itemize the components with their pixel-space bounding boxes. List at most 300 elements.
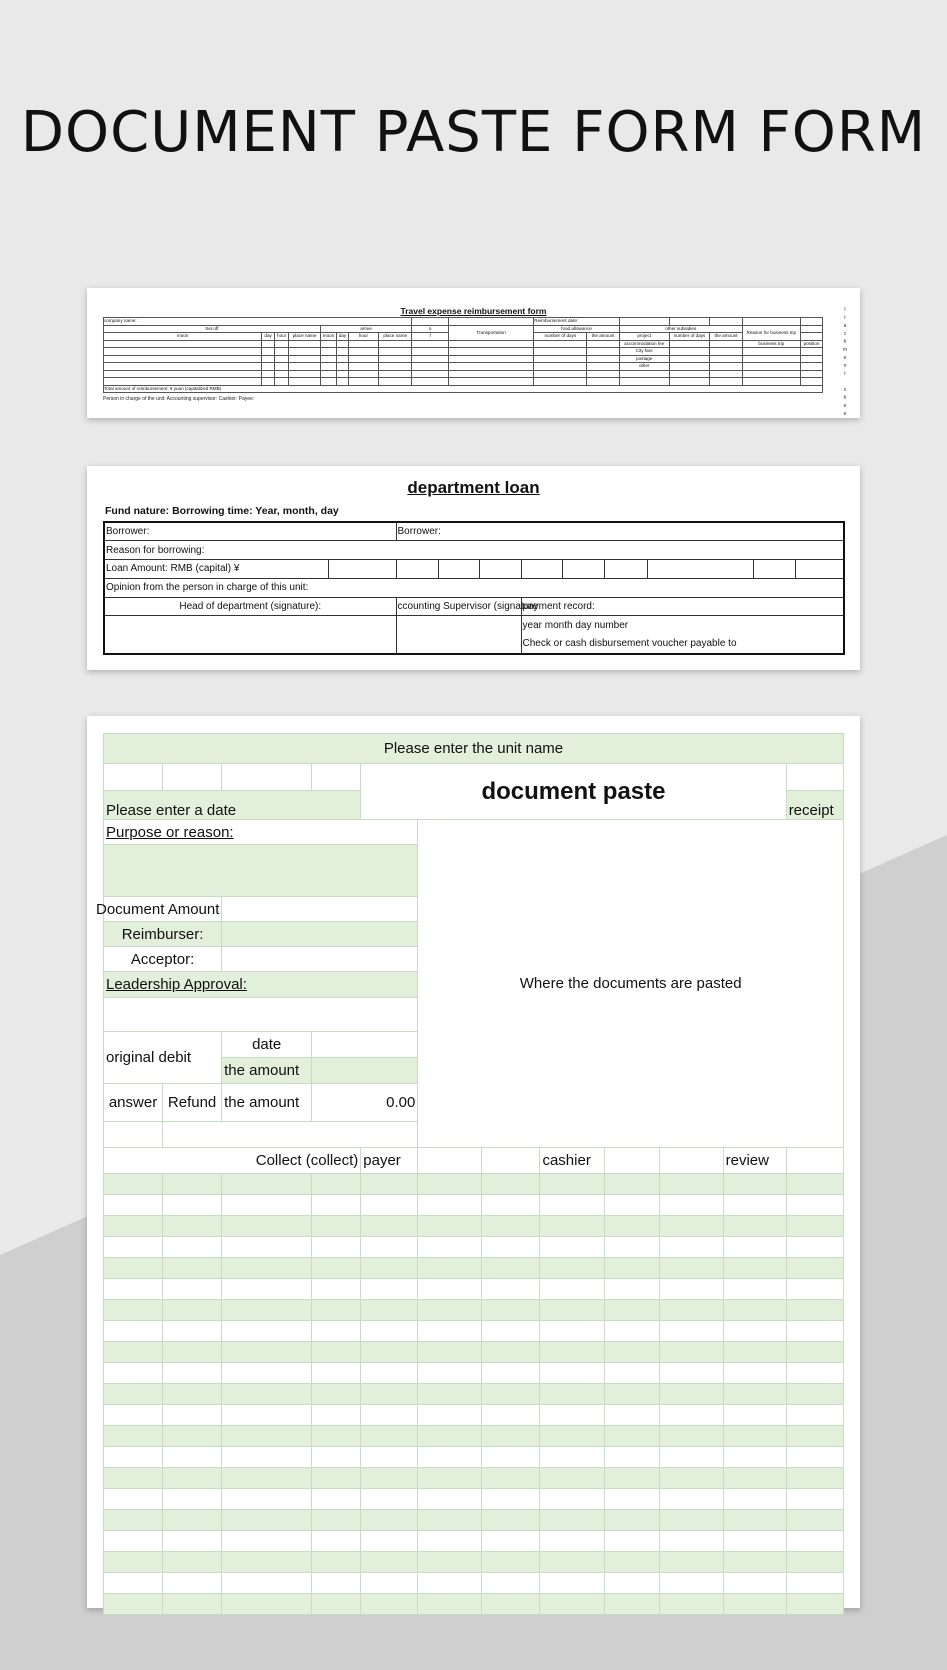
grid-cell[interactable] [418, 1363, 482, 1384]
grid-cell[interactable] [312, 1384, 361, 1405]
the-amount-label: the amount [222, 1058, 312, 1084]
grid-cell[interactable] [163, 1573, 222, 1594]
grid-cell[interactable] [786, 1342, 843, 1363]
grid-cell[interactable] [163, 1279, 222, 1300]
reason-trip-header: Reason for business trip [742, 325, 800, 340]
opinion-cell[interactable]: Opinion from the person in charge of this unit: [104, 578, 844, 597]
grid-cell[interactable] [723, 1342, 786, 1363]
grid-cell[interactable] [659, 1321, 723, 1342]
grid-cell[interactable] [482, 1237, 540, 1258]
grid-cell[interactable] [104, 1552, 163, 1573]
grid-cell[interactable] [482, 1279, 540, 1300]
side-char: n [843, 363, 847, 369]
grid-cell[interactable] [163, 1489, 222, 1510]
grid-cell[interactable] [104, 1195, 163, 1216]
grid-cell[interactable] [659, 1258, 723, 1279]
grid-cell[interactable] [604, 1573, 659, 1594]
grid-cell[interactable] [361, 1594, 418, 1615]
table-row [104, 1321, 844, 1342]
table-row [104, 1510, 844, 1531]
the-amount-input[interactable] [312, 1058, 418, 1084]
grid-cell[interactable] [312, 1321, 361, 1342]
department-loan-card[interactable] [87, 466, 860, 670]
document-paste-card[interactable] [87, 716, 860, 1608]
grid-cell[interactable] [540, 1447, 604, 1468]
grid-cell[interactable] [418, 1405, 482, 1426]
grid-cell[interactable] [604, 1321, 659, 1342]
grid-cell[interactable] [104, 1321, 163, 1342]
grid-cell[interactable] [786, 1573, 843, 1594]
grid-cell[interactable] [604, 1510, 659, 1531]
grid-cell[interactable] [361, 1363, 418, 1384]
grid-cell[interactable] [659, 1531, 723, 1552]
grid-cell[interactable] [312, 1342, 361, 1363]
grid-cell[interactable] [786, 1321, 843, 1342]
grid-cell[interactable] [222, 1279, 312, 1300]
grid-cell[interactable] [540, 1300, 604, 1321]
grid-cell[interactable] [163, 1174, 222, 1195]
grid-cell[interactable] [723, 1489, 786, 1510]
grid-cell[interactable] [418, 1216, 482, 1237]
grid-cell[interactable] [222, 1237, 312, 1258]
grid-cell[interactable] [482, 1174, 540, 1195]
grid-cell[interactable] [418, 1384, 482, 1405]
unit-name-cell[interactable]: Please enter the unit name [104, 734, 844, 764]
grid-cell[interactable] [104, 1279, 163, 1300]
grid-cell[interactable] [723, 1447, 786, 1468]
grid-cell[interactable] [361, 1552, 418, 1573]
moon2-header: moon [320, 333, 337, 341]
grid-cell[interactable] [604, 1531, 659, 1552]
grid-cell[interactable] [104, 1426, 163, 1447]
grid-cell[interactable] [361, 1489, 418, 1510]
grid-cell[interactable] [312, 1552, 361, 1573]
grid-cell[interactable] [604, 1237, 659, 1258]
grid-cell[interactable] [163, 1300, 222, 1321]
grid-cell[interactable] [163, 1447, 222, 1468]
grid-cell[interactable] [723, 1321, 786, 1342]
grid-cell[interactable] [659, 1426, 723, 1447]
company-name-label: company name: [104, 318, 412, 326]
grid-cell[interactable] [418, 1237, 482, 1258]
grid-cell[interactable] [222, 1573, 312, 1594]
grid-cell[interactable] [361, 1510, 418, 1531]
grid-cell[interactable] [361, 1447, 418, 1468]
grid-cell[interactable] [312, 1363, 361, 1384]
grid-cell[interactable] [482, 1594, 540, 1615]
grid-cell[interactable] [104, 1447, 163, 1468]
grid-cell[interactable] [361, 1573, 418, 1594]
grid-cell[interactable] [312, 1258, 361, 1279]
grid-cell[interactable] [482, 1405, 540, 1426]
grid-cell[interactable] [222, 1468, 312, 1489]
grid-cell[interactable] [312, 1216, 361, 1237]
grid-cell[interactable] [163, 1468, 222, 1489]
grid-cell[interactable] [418, 1174, 482, 1195]
grid-cell[interactable] [104, 1237, 163, 1258]
grid-cell[interactable] [482, 1447, 540, 1468]
grid-cell[interactable] [786, 1531, 843, 1552]
grid-cell[interactable] [361, 1300, 418, 1321]
grid-cell[interactable] [540, 1510, 604, 1531]
grid-cell[interactable] [723, 1531, 786, 1552]
grid-cell[interactable] [723, 1258, 786, 1279]
grid-cell[interactable] [418, 1279, 482, 1300]
grid-cell[interactable] [163, 1258, 222, 1279]
grid-cell[interactable] [723, 1405, 786, 1426]
grid-cell[interactable] [312, 1510, 361, 1531]
grid-cell[interactable] [723, 1384, 786, 1405]
grid-cell[interactable] [104, 1174, 163, 1195]
grid-cell[interactable] [540, 1426, 604, 1447]
grid-cell[interactable] [540, 1363, 604, 1384]
borrower-right-cell[interactable]: Borrower: [396, 522, 844, 541]
grid-cell[interactable] [540, 1552, 604, 1573]
grid-cell[interactable] [104, 1531, 163, 1552]
grid-cell[interactable] [723, 1174, 786, 1195]
grid-cell[interactable] [163, 1237, 222, 1258]
grid-cell[interactable] [540, 1384, 604, 1405]
grid-cell[interactable] [604, 1447, 659, 1468]
grid-cell[interactable] [361, 1174, 418, 1195]
grid-cell[interactable] [222, 1552, 312, 1573]
grid-cell[interactable] [482, 1195, 540, 1216]
grid-cell[interactable] [163, 1363, 222, 1384]
grid-cell[interactable] [659, 1447, 723, 1468]
date-input[interactable] [312, 1032, 418, 1058]
grid-cell[interactable] [540, 1258, 604, 1279]
grid-cell[interactable] [312, 1468, 361, 1489]
grid-cell[interactable] [104, 1300, 163, 1321]
grid-cell[interactable] [659, 1405, 723, 1426]
grid-cell[interactable] [723, 1279, 786, 1300]
reason-cell[interactable]: Reason for borrowing: [104, 541, 844, 560]
grid-cell[interactable] [786, 1174, 843, 1195]
side-char: h [843, 339, 847, 345]
accounting-signature-cell[interactable]: ccounting Supervisor (signature [396, 597, 521, 616]
grid-cell[interactable] [418, 1342, 482, 1363]
hour-header: hour [274, 333, 289, 341]
grid-cell[interactable] [104, 1510, 163, 1531]
grid-cell[interactable] [222, 1300, 312, 1321]
grid-cell[interactable] [361, 1468, 418, 1489]
grid-cell[interactable] [312, 1531, 361, 1552]
grid-cell[interactable] [418, 1510, 482, 1531]
grid-cell[interactable] [163, 1405, 222, 1426]
grid-cell[interactable] [786, 1552, 843, 1573]
grid-cell[interactable] [540, 1405, 604, 1426]
position-label: position [800, 340, 822, 348]
grid-cell[interactable] [222, 1363, 312, 1384]
grid-cell[interactable] [163, 1594, 222, 1615]
grid-cell[interactable] [222, 1489, 312, 1510]
grid-cell[interactable] [723, 1363, 786, 1384]
grid-cell[interactable] [723, 1195, 786, 1216]
grid-cell[interactable] [361, 1216, 418, 1237]
grid-cell[interactable] [540, 1216, 604, 1237]
grid-cell[interactable] [659, 1279, 723, 1300]
grid-cell[interactable] [659, 1300, 723, 1321]
grid-cell[interactable] [723, 1300, 786, 1321]
grid-cell[interactable] [723, 1468, 786, 1489]
grid-cell[interactable] [418, 1531, 482, 1552]
grid-cell[interactable] [604, 1258, 659, 1279]
payment-record-cell[interactable]: payment record: [521, 597, 844, 616]
grid-cell[interactable] [361, 1321, 418, 1342]
grid-cell[interactable] [540, 1531, 604, 1552]
grid-cell[interactable] [604, 1489, 659, 1510]
grid-cell[interactable] [104, 1258, 163, 1279]
grid-cell[interactable] [482, 1363, 540, 1384]
grid-cell[interactable] [604, 1405, 659, 1426]
grid-cell[interactable] [604, 1468, 659, 1489]
grid-cell[interactable] [604, 1279, 659, 1300]
grid-cell[interactable] [723, 1237, 786, 1258]
side-char [841, 378, 849, 386]
travel-expense-card[interactable] [87, 288, 860, 418]
f-header: f [412, 333, 448, 341]
grid-cell[interactable] [786, 1405, 843, 1426]
paste-area[interactable]: Where the documents are pasted [418, 820, 844, 1148]
grid-cell[interactable] [604, 1342, 659, 1363]
grid-cell[interactable] [104, 1384, 163, 1405]
grid-cell[interactable] [222, 1195, 312, 1216]
table-row [104, 1363, 844, 1384]
grid-cell[interactable] [482, 1426, 540, 1447]
grid-cell[interactable] [723, 1510, 786, 1531]
grid-cell[interactable] [786, 1468, 843, 1489]
grid-cell[interactable] [659, 1594, 723, 1615]
number-of-days-header: number of days [534, 333, 587, 341]
grid-cell[interactable] [222, 1216, 312, 1237]
date-prompt-cell[interactable]: Please enter a date [104, 791, 361, 820]
grid-cell[interactable] [604, 1174, 659, 1195]
grid-cell[interactable] [540, 1279, 604, 1300]
grid-cell[interactable] [604, 1594, 659, 1615]
grid-cell[interactable] [361, 1531, 418, 1552]
grid-cell[interactable] [312, 1447, 361, 1468]
grid-cell[interactable] [723, 1216, 786, 1237]
grid-cell[interactable] [604, 1426, 659, 1447]
grid-cell[interactable] [482, 1342, 540, 1363]
grid-cell[interactable] [222, 1405, 312, 1426]
grid-cell[interactable] [723, 1594, 786, 1615]
grid-cell[interactable] [222, 1384, 312, 1405]
grid-cell[interactable] [312, 1279, 361, 1300]
grid-cell[interactable] [604, 1363, 659, 1384]
grid-cell[interactable] [312, 1426, 361, 1447]
grid-cell[interactable] [418, 1426, 482, 1447]
grid-cell[interactable] [163, 1342, 222, 1363]
grid-cell[interactable] [604, 1300, 659, 1321]
grid-cell[interactable] [540, 1174, 604, 1195]
grid-cell[interactable] [104, 1489, 163, 1510]
grid-cell[interactable] [482, 1258, 540, 1279]
grid-cell[interactable] [659, 1384, 723, 1405]
grid-cell[interactable] [418, 1594, 482, 1615]
grid-cell[interactable] [104, 1363, 163, 1384]
grid-cell[interactable] [786, 1384, 843, 1405]
grid-cell[interactable] [786, 1237, 843, 1258]
grid-cell[interactable] [418, 1300, 482, 1321]
grid-cell[interactable] [723, 1426, 786, 1447]
grid-cell[interactable] [482, 1300, 540, 1321]
grid-cell[interactable] [222, 1531, 312, 1552]
grid-cell[interactable] [540, 1468, 604, 1489]
grid-cell[interactable] [163, 1321, 222, 1342]
grid-cell[interactable] [312, 1237, 361, 1258]
grid-cell[interactable] [540, 1594, 604, 1615]
grid-cell[interactable] [163, 1510, 222, 1531]
grid-cell[interactable] [418, 1552, 482, 1573]
table-row [104, 1489, 844, 1510]
side-char: a [843, 323, 847, 329]
grid-cell[interactable] [723, 1552, 786, 1573]
grid-cell[interactable] [163, 1426, 222, 1447]
grid-cell[interactable] [312, 1594, 361, 1615]
grid-cell[interactable] [659, 1510, 723, 1531]
grid-cell[interactable] [361, 1426, 418, 1447]
grid-cell[interactable] [361, 1384, 418, 1405]
grid-cell[interactable] [659, 1342, 723, 1363]
grid-cell[interactable] [786, 1447, 843, 1468]
grid-cell[interactable] [482, 1384, 540, 1405]
grid-cell[interactable] [418, 1258, 482, 1279]
grid-cell[interactable] [482, 1531, 540, 1552]
grid-cell[interactable] [104, 1342, 163, 1363]
grid-cell[interactable] [418, 1321, 482, 1342]
loan-amount-cell[interactable]: Loan Amount: RMB (capital) ¥ [104, 560, 328, 579]
grid-cell[interactable] [222, 1594, 312, 1615]
travel-form-footer: Person in charge of the unit: Accounting supervisor: Cashier: Payee: [103, 396, 255, 402]
grid-cell[interactable] [786, 1258, 843, 1279]
grid-cell[interactable] [659, 1216, 723, 1237]
grid-cell[interactable] [540, 1489, 604, 1510]
reimburser-label: Reimburser: [104, 922, 222, 947]
side-char: e [843, 411, 847, 417]
grid-cell[interactable] [222, 1321, 312, 1342]
grid-cell[interactable] [482, 1468, 540, 1489]
number-of-days2-header: number of days [669, 333, 710, 341]
grid-cell[interactable] [482, 1552, 540, 1573]
travel-expense-table [103, 317, 823, 393]
grid-cell[interactable] [786, 1426, 843, 1447]
grid-cell[interactable] [312, 1573, 361, 1594]
grid-cell[interactable] [222, 1447, 312, 1468]
grid-cell[interactable] [361, 1237, 418, 1258]
grid-cell[interactable] [163, 1216, 222, 1237]
acceptor-input[interactable] [222, 947, 418, 972]
grid-cell[interactable] [361, 1405, 418, 1426]
grid-cell[interactable] [361, 1342, 418, 1363]
grid-cell[interactable] [540, 1237, 604, 1258]
grid-cell[interactable] [418, 1489, 482, 1510]
grid-cell[interactable] [540, 1573, 604, 1594]
grid-cell[interactable] [418, 1468, 482, 1489]
grid-cell[interactable] [222, 1510, 312, 1531]
grid-cell[interactable] [659, 1237, 723, 1258]
borrower-left-cell[interactable]: Borrower: [104, 522, 396, 541]
grid-cell[interactable] [104, 1573, 163, 1594]
doc-amount-input[interactable] [222, 897, 418, 922]
grid-cell[interactable] [222, 1342, 312, 1363]
grid-cell[interactable] [482, 1216, 540, 1237]
grid-cell[interactable] [482, 1489, 540, 1510]
grid-cell[interactable] [163, 1195, 222, 1216]
moon-header: moon [104, 333, 262, 341]
grid-cell[interactable] [786, 1300, 843, 1321]
grid-cell[interactable] [104, 1468, 163, 1489]
table-row [104, 1237, 844, 1258]
grid-cell[interactable] [312, 1174, 361, 1195]
grid-cell[interactable] [361, 1279, 418, 1300]
grid-cell[interactable] [312, 1195, 361, 1216]
grid-cell[interactable] [222, 1258, 312, 1279]
grid-cell[interactable] [604, 1195, 659, 1216]
grid-cell[interactable] [786, 1510, 843, 1531]
grid-cell[interactable] [418, 1573, 482, 1594]
grid-cell[interactable] [659, 1174, 723, 1195]
grid-cell[interactable] [104, 1216, 163, 1237]
grid-cell[interactable] [312, 1300, 361, 1321]
grid-cell[interactable] [540, 1321, 604, 1342]
grid-cell[interactable] [786, 1594, 843, 1615]
grid-cell[interactable] [163, 1531, 222, 1552]
grid-cell[interactable] [659, 1363, 723, 1384]
grid-cell[interactable] [659, 1468, 723, 1489]
grid-cell[interactable] [163, 1552, 222, 1573]
grid-cell[interactable] [482, 1510, 540, 1531]
grid-cell[interactable] [786, 1363, 843, 1384]
grid-cell[interactable] [418, 1195, 482, 1216]
grid-cell[interactable] [786, 1216, 843, 1237]
grid-cell[interactable] [659, 1489, 723, 1510]
grid-cell[interactable] [418, 1447, 482, 1468]
grid-cell[interactable] [659, 1195, 723, 1216]
leadership-input[interactable] [104, 998, 418, 1032]
grid-cell[interactable] [312, 1489, 361, 1510]
grid-cell[interactable] [361, 1258, 418, 1279]
grid-cell[interactable] [482, 1573, 540, 1594]
grid-cell[interactable] [163, 1384, 222, 1405]
reimburser-input[interactable] [222, 922, 418, 947]
grid-cell[interactable] [604, 1216, 659, 1237]
grid-cell[interactable] [482, 1321, 540, 1342]
grid-cell[interactable] [312, 1405, 361, 1426]
grid-cell[interactable] [786, 1489, 843, 1510]
grid-cell[interactable] [222, 1174, 312, 1195]
grid-cell[interactable] [786, 1279, 843, 1300]
grid-cell[interactable] [659, 1573, 723, 1594]
side-char: c [843, 331, 847, 337]
the-amount2-label: the amount [222, 1084, 312, 1122]
hour2-header: hour [348, 333, 378, 341]
grid-cell[interactable] [786, 1195, 843, 1216]
grid-cell[interactable] [604, 1552, 659, 1573]
grid-cell[interactable] [604, 1384, 659, 1405]
accommodation-row: accommodation fee [619, 340, 669, 348]
grid-cell[interactable] [222, 1426, 312, 1447]
purpose-input[interactable] [104, 845, 418, 897]
grid-cell[interactable] [659, 1552, 723, 1573]
head-signature-cell[interactable]: Head of department (signature): [104, 597, 396, 616]
grid-cell[interactable] [104, 1405, 163, 1426]
grid-cell[interactable] [540, 1342, 604, 1363]
grid-cell[interactable] [361, 1195, 418, 1216]
grid-cell[interactable] [723, 1573, 786, 1594]
grid-cell[interactable] [104, 1594, 163, 1615]
grid-cell[interactable] [540, 1195, 604, 1216]
